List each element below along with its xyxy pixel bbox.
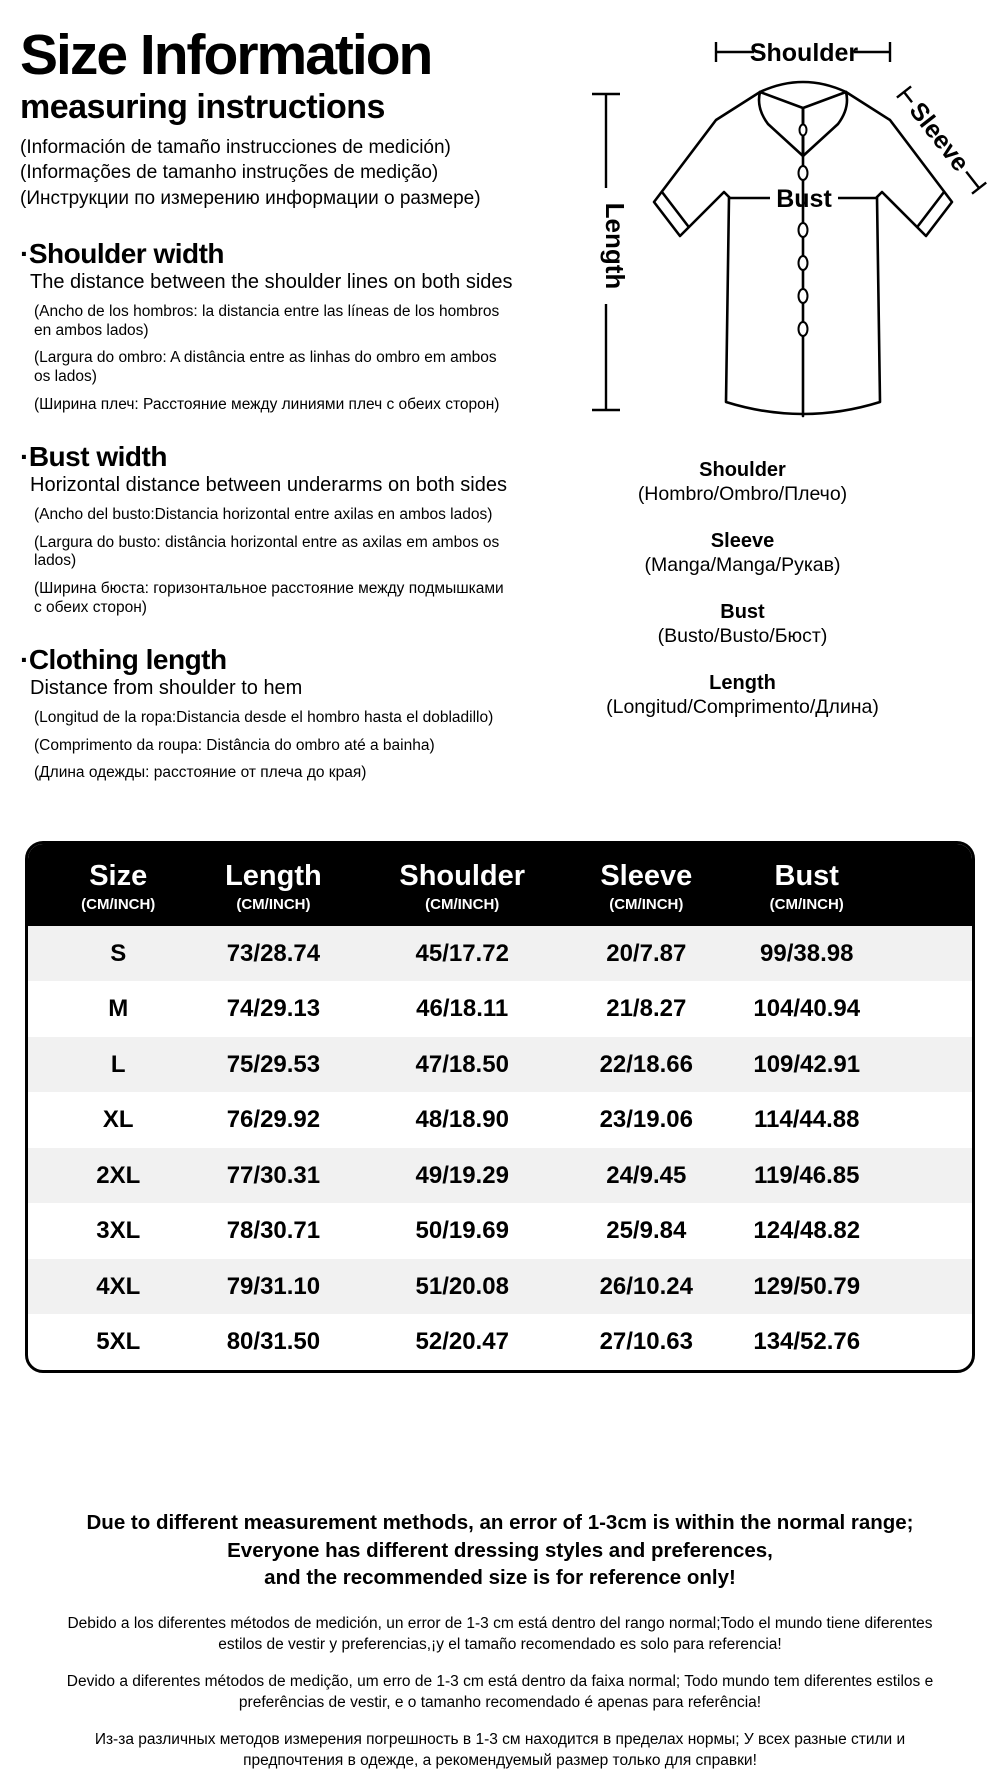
cell-bust: 114/44.88	[754, 1106, 860, 1134]
column-unit: (CM/INCH)	[425, 895, 500, 913]
bullet-icon: ·	[20, 644, 29, 676]
cell-length: 74/29.13	[226, 995, 321, 1023]
measure-section	[20, 441, 540, 617]
sleeve-measure-line	[893, 83, 990, 196]
cell-sleeve: 20/7.87	[606, 939, 687, 967]
diagram-length-label: Length	[600, 202, 630, 290]
cell-shoulder: 46/18.11	[416, 995, 509, 1023]
table-header-cell	[566, 860, 726, 913]
cell-length: 77/30.31	[226, 1161, 321, 1189]
notice-translation: Из-за различных методов измерения погрешность в 1-3 см находится в пределах нормы; У всех разные стили и предпочтения в одежде, а рекомендуемый размер только для справки!	[94, 1731, 906, 1769]
instructions-column	[0, 0, 540, 783]
section-translation: (Comprimento da roupa: Distância do ombro até a bainha)	[34, 736, 435, 754]
column-unit: (CM/INCH)	[236, 895, 311, 913]
section-title	[20, 238, 540, 270]
cell-sleeve: 25/9.84	[606, 1217, 687, 1245]
cell-sleeve: 27/10.63	[599, 1328, 693, 1356]
notice-line: and the recommended size is for reference only!	[264, 1566, 736, 1590]
table-row	[28, 1148, 972, 1204]
column-label: Shoulder	[399, 859, 526, 892]
subtitle-translation: (Инструкции по измерению информации о размере)	[20, 187, 481, 209]
section-translation: (Ширина плеч: Расстояние между линиями плеч с обеих сторон)	[34, 395, 500, 413]
page-title: Size Information	[20, 23, 432, 87]
subtitle-translations	[20, 135, 540, 211]
cell-shoulder: 45/17.72	[415, 939, 509, 967]
section-title-text: Shoulder width	[28, 238, 225, 270]
cell-size: 5XL	[96, 1328, 141, 1356]
section-title	[20, 441, 540, 473]
table-header-cell	[358, 860, 566, 913]
cell-size: XL	[102, 1106, 134, 1134]
section-description: Distance from shoulder to hem	[30, 677, 303, 700]
section-translation: (Largura do ombro: A distância entre as linhas do ombro em ambos os lados)	[34, 349, 497, 385]
column-label: Length	[225, 859, 322, 892]
cell-sleeve: 21/8.27	[606, 995, 687, 1023]
table-header-cell	[28, 860, 188, 913]
shirt-diagram	[548, 30, 1000, 443]
notice-line: Everyone has different dressing styles and preferences,	[227, 1538, 773, 1562]
legend-item	[540, 530, 945, 577]
cell-sleeve: 23/19.06	[599, 1106, 693, 1134]
cell-bust: 99/38.98	[760, 939, 854, 967]
cell-sleeve: 22/18.66	[599, 1050, 693, 1078]
cell-length: 79/31.10	[226, 1272, 321, 1300]
cell-bust: 129/50.79	[753, 1272, 861, 1300]
subtitle-translation: (Información de tamaño instrucciones de medición)	[20, 136, 451, 158]
section-translation: (Longitud de la ropa:Distancia desde el hombro hasta el dobladillo)	[34, 709, 494, 727]
column-label: Size	[89, 859, 148, 892]
top-section	[0, 0, 1000, 783]
legend-term: Shoulder	[699, 459, 786, 481]
size-table-body	[28, 926, 972, 1370]
section-translation: (Ширина бюста: горизонтальное расстояние между подмышками с обеих сторон)	[34, 579, 504, 616]
cell-size: 3XL	[96, 1217, 141, 1245]
table-row	[28, 1037, 972, 1093]
measurement-notice	[0, 1509, 1000, 1592]
legend-item	[540, 601, 945, 648]
cell-size: M	[108, 995, 129, 1023]
column-unit: (CM/INCH)	[81, 895, 156, 913]
bullet-icon: ·	[20, 441, 29, 473]
legend-translation: (Hombro/Ombro/Плечо)	[637, 483, 848, 505]
table-row	[28, 926, 972, 982]
cell-shoulder: 52/20.47	[415, 1328, 509, 1356]
size-table-header	[28, 844, 972, 926]
column-unit: (CM/INCH)	[609, 895, 684, 913]
cell-length: 78/30.71	[226, 1217, 321, 1245]
column-label: Sleeve	[600, 859, 693, 892]
cell-size: L	[110, 1050, 126, 1078]
cell-bust: 119/46.85	[754, 1161, 860, 1189]
cell-length: 75/29.53	[226, 1050, 321, 1078]
notice-translation: Devido a diferentes métodos de medição, um erro de 1-3 cm está dentro da faixa normal; Todo mundo tem diferentes estilos e preferências de vestir, e o tamanho recomendado é apenas para referência!	[66, 1673, 934, 1711]
legend-translation: (Longitud/Comprimento/Длина)	[606, 696, 879, 718]
legend-term: Sleeve	[710, 530, 775, 552]
notice-line: Due to different measurement methods, an error of 1-3cm is within the normal range;	[86, 1510, 914, 1534]
cell-bust: 109/42.91	[753, 1050, 861, 1078]
page-subtitle: measuring instructions	[20, 87, 385, 126]
column-label: Bust	[774, 859, 839, 892]
legend-term: Bust	[720, 601, 765, 623]
table-row	[28, 1259, 972, 1315]
legend-item	[540, 459, 945, 506]
legend-translation: (Manga/Manga/Рукав)	[644, 554, 841, 576]
cell-shoulder: 51/20.08	[415, 1272, 509, 1300]
section-title-text: Bust width	[28, 441, 167, 473]
notice-translations	[0, 1614, 1000, 1772]
cell-sleeve: 24/9.45	[606, 1161, 687, 1189]
footer	[0, 1509, 1000, 1772]
bullet-icon: ·	[20, 238, 29, 270]
cell-length: 73/28.74	[226, 939, 321, 967]
cell-size: 4XL	[96, 1272, 141, 1300]
section-title	[20, 644, 540, 676]
table-row	[28, 1314, 972, 1370]
diagram-bust-label: Bust	[776, 185, 832, 213]
section-description: Horizontal distance between underarms on both sides	[30, 474, 507, 497]
table-row	[28, 1203, 972, 1259]
cell-bust: 104/40.94	[753, 995, 861, 1023]
diagram-column	[540, 0, 1000, 783]
cell-sleeve: 26/10.24	[599, 1272, 693, 1300]
section-translation: (Ancho del busto:Distancia horizontal entre axilas en ambos lados)	[34, 506, 493, 524]
measure-section	[20, 238, 540, 414]
cell-length: 76/29.92	[226, 1106, 321, 1134]
measure-section	[20, 644, 540, 783]
cell-size: 2XL	[96, 1161, 141, 1189]
cell-shoulder: 49/19.29	[415, 1161, 509, 1189]
cell-size: S	[110, 939, 127, 967]
section-title-text: Clothing length	[28, 644, 227, 676]
section-translation: (Длина одежды: расстояние от плеча до края)	[34, 764, 367, 782]
table-header-cell	[188, 860, 358, 913]
legend-item	[540, 672, 945, 719]
subtitle-translation: (Informações de tamanho instruções de medição)	[20, 162, 439, 184]
cell-shoulder: 47/18.50	[415, 1050, 509, 1078]
cell-length: 80/31.50	[226, 1328, 321, 1356]
diagram-sleeve-label: Sleeve	[903, 97, 975, 177]
notice-translation: Debido a los diferentes métodos de medición, un error de 1-3 cm está dentro del rango normal;Todo el mundo tiene diferentes estilos de vestir y preferencias,¡y el tamaño recomendado es solo para referencia!	[67, 1614, 933, 1653]
legend-translation: (Busto/Busto/Бюст)	[657, 625, 828, 647]
diagram-shoulder-label: Shoulder	[749, 39, 859, 67]
cell-bust: 124/48.82	[753, 1217, 861, 1245]
section-translation: (Largura do busto: distância horizontal entre as axilas em ambos os lados)	[34, 533, 500, 570]
section-translation: (Ancho de los hombros: la distancia entre las líneas de los hombros en ambos lados)	[34, 303, 500, 339]
section-description: The distance between the shoulder lines on both sides	[30, 271, 513, 294]
cell-bust: 134/52.76	[753, 1328, 861, 1356]
measure-sections	[20, 238, 540, 783]
cell-shoulder: 48/18.90	[415, 1106, 509, 1134]
table-row	[28, 981, 972, 1037]
legend-term: Length	[709, 672, 776, 694]
shirt-illustration	[548, 30, 1000, 438]
table-header-cell	[727, 860, 972, 913]
table-row	[28, 1092, 972, 1148]
column-unit: (CM/INCH)	[769, 895, 844, 913]
cell-shoulder: 50/19.69	[415, 1217, 509, 1245]
size-table	[25, 841, 975, 1373]
diagram-legend	[540, 459, 1000, 719]
